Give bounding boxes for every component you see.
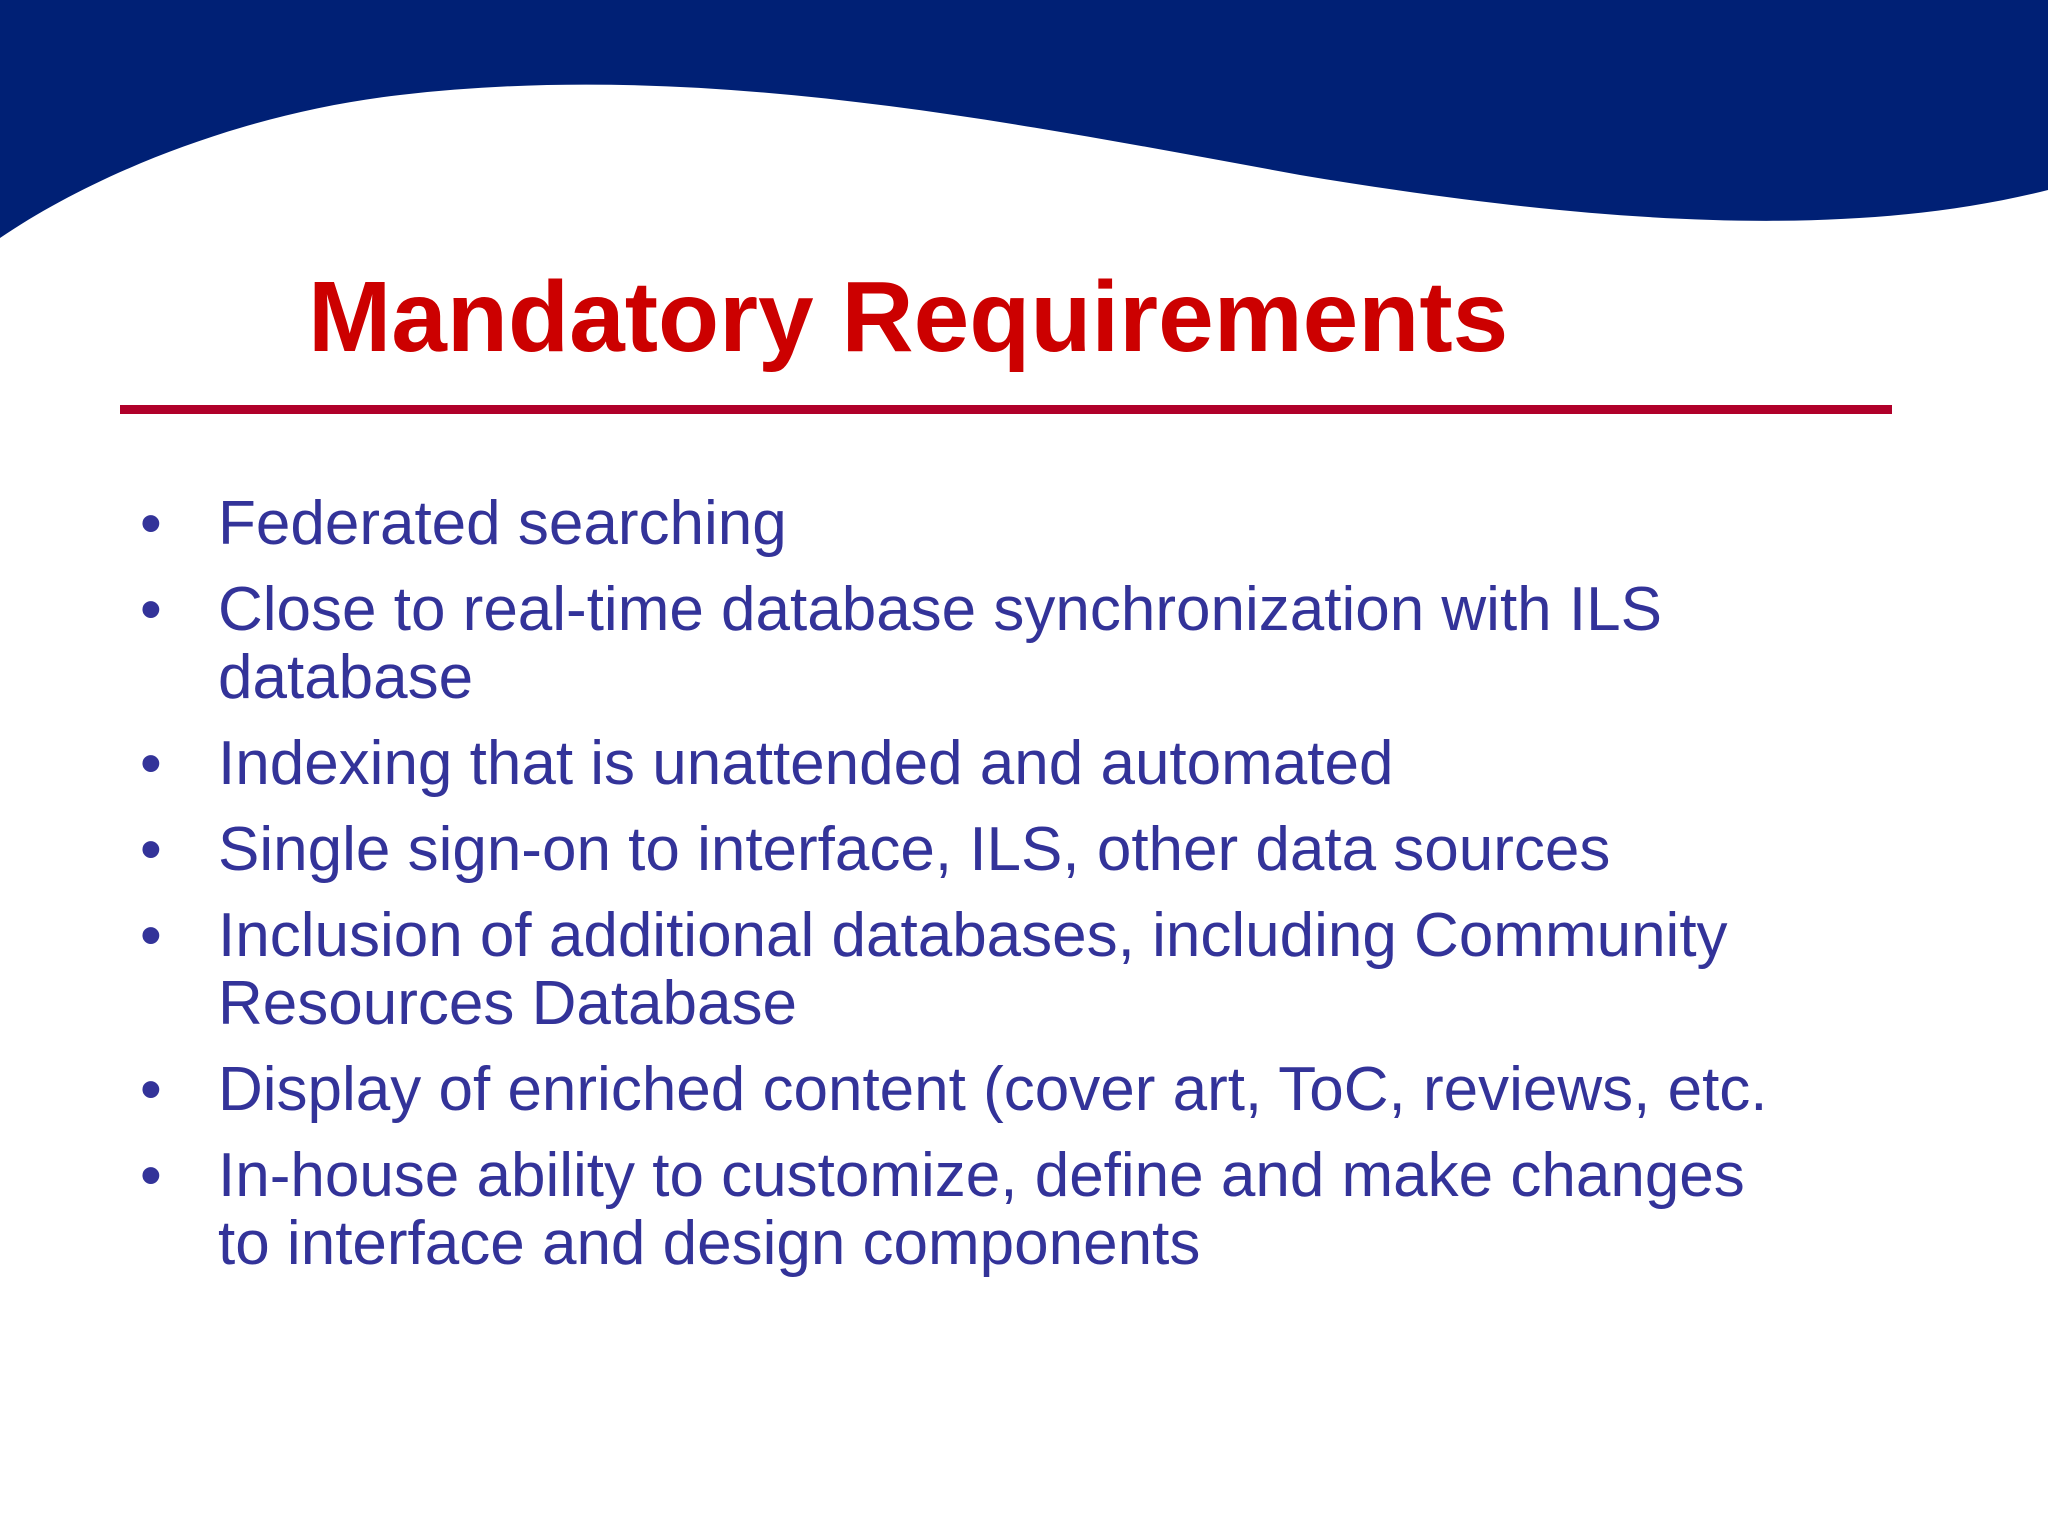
- bullet-item: [140, 1142, 2020, 1278]
- bullet-text: Federated searching: [218, 489, 787, 558]
- bullet-item: [140, 576, 2020, 712]
- bullet-item: [140, 490, 2020, 558]
- bullet-marker: •: [140, 901, 162, 970]
- bullet-marker: •: [140, 1055, 162, 1124]
- bullet-item: [140, 816, 2020, 884]
- bullet-item: [140, 730, 2020, 798]
- header-wave-shape: [0, 0, 2048, 238]
- bullet-item: [140, 902, 2020, 1038]
- bullet-item: [140, 1056, 2020, 1124]
- title-divider: [120, 405, 1892, 414]
- bullet-text: Display of enriched content (cover art, ToC, reviews, etc.: [218, 1055, 1768, 1124]
- bullet-text: Inclusion of additional databases, including Community Resources Database: [218, 901, 1728, 1038]
- bullet-marker: •: [140, 729, 162, 798]
- slide-title: Mandatory Requirements: [308, 261, 1509, 373]
- header-wave-banner: [0, 0, 2048, 260]
- bullet-text: Close to real-time database synchronization with ILS database: [218, 575, 1662, 712]
- bullet-marker: •: [140, 489, 162, 558]
- bullet-text: Single sign-on to interface, ILS, other data sources: [218, 815, 1611, 884]
- bullet-marker: •: [140, 1141, 162, 1210]
- bullet-text: Indexing that is unattended and automated: [218, 729, 1394, 798]
- bullet-marker: •: [140, 815, 162, 884]
- bullet-marker: •: [140, 575, 162, 644]
- bullet-text: In-house ability to customize, define and make changes to interface and design components: [218, 1141, 1745, 1278]
- bullet-list: [140, 490, 2020, 1296]
